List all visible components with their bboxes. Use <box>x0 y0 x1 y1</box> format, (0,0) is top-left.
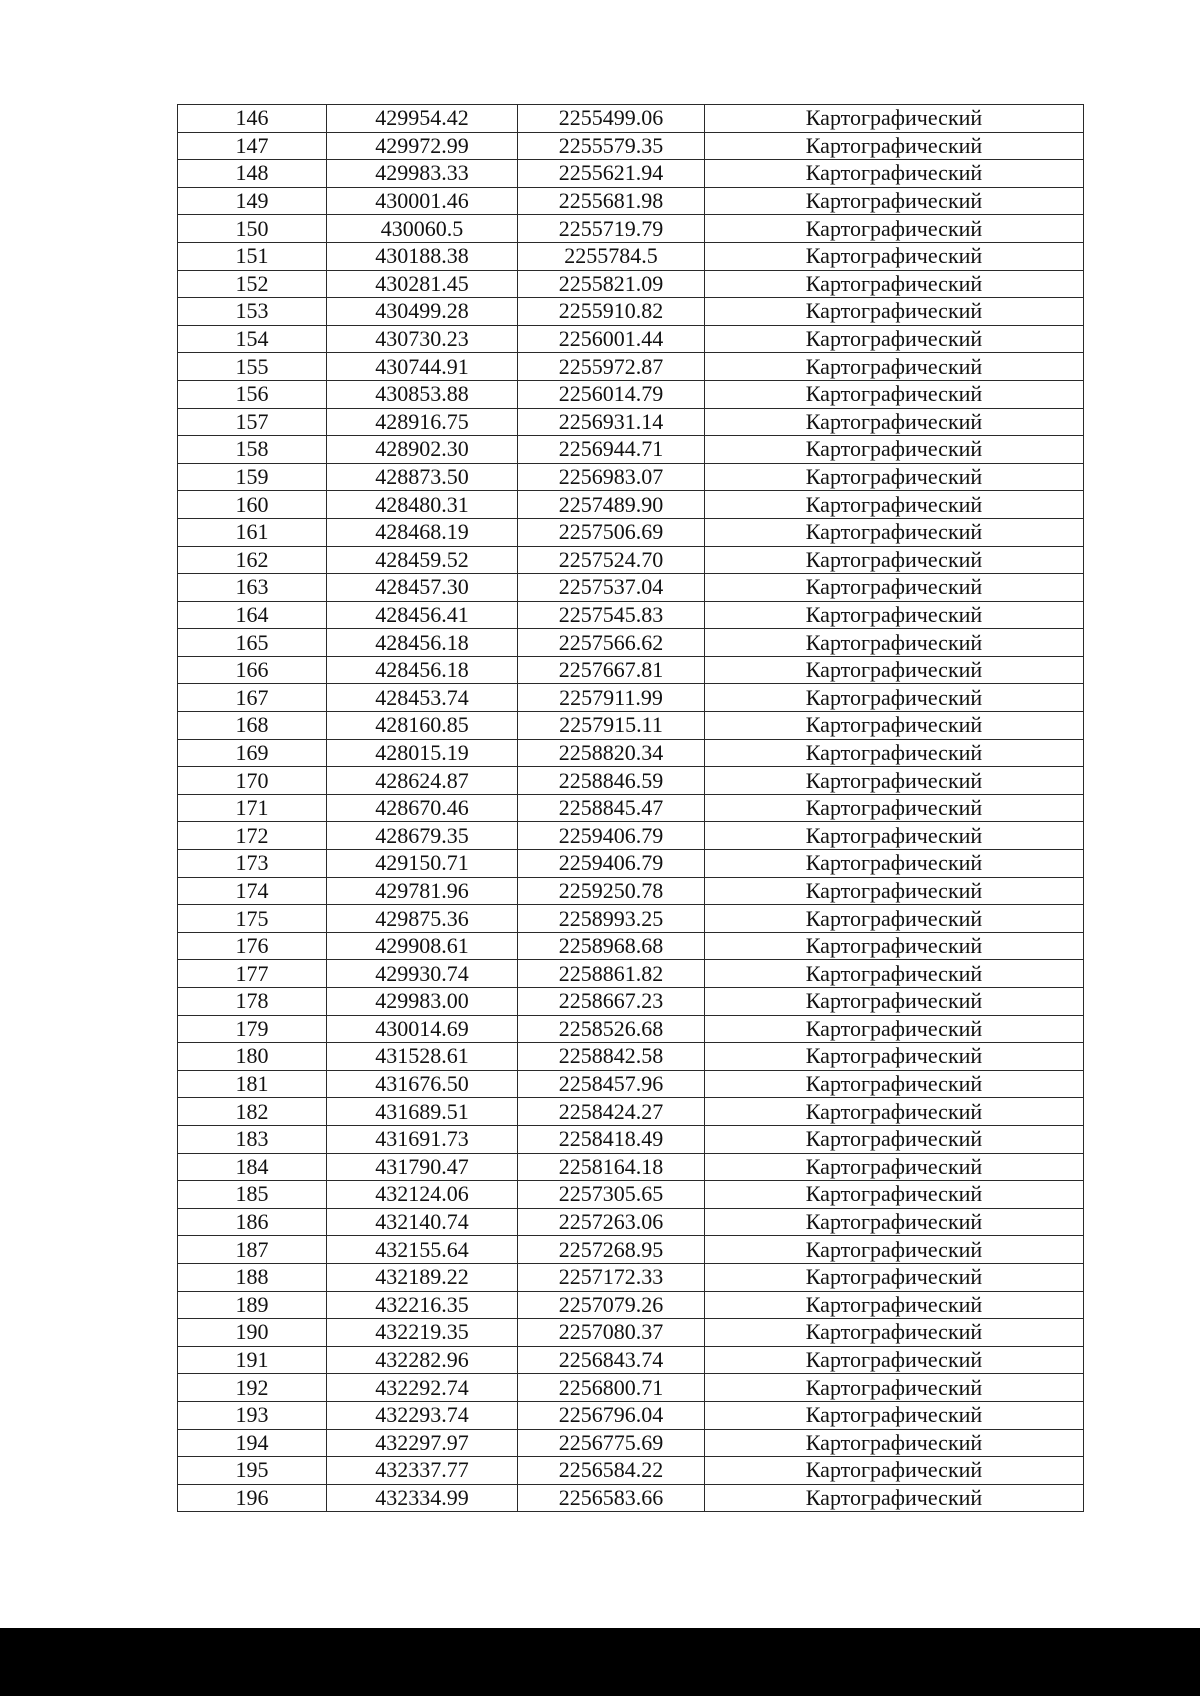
y-coordinate-cell: 2258424.27 <box>518 1098 705 1126</box>
method-cell: Картографический <box>705 877 1084 905</box>
x-coordinate-cell: 432155.64 <box>327 1236 518 1264</box>
point-number-cell: 156 <box>178 380 327 408</box>
y-coordinate-cell: 2257524.70 <box>518 546 705 574</box>
table-row <box>178 1291 1084 1319</box>
table-row <box>178 767 1084 795</box>
y-coordinate-cell: 2256843.74 <box>518 1346 705 1374</box>
method-cell: Картографический <box>705 215 1084 243</box>
x-coordinate-cell: 428873.50 <box>327 463 518 491</box>
x-coordinate-cell: 431691.73 <box>327 1125 518 1153</box>
x-coordinate-cell: 428457.30 <box>327 574 518 602</box>
table-row <box>178 353 1084 381</box>
table-row <box>178 905 1084 933</box>
method-cell: Картографический <box>705 960 1084 988</box>
point-number-cell: 157 <box>178 408 327 436</box>
method-cell: Картографический <box>705 546 1084 574</box>
table-row <box>178 187 1084 215</box>
y-coordinate-cell: 2258457.96 <box>518 1070 705 1098</box>
point-number-cell: 151 <box>178 242 327 270</box>
point-number-cell: 186 <box>178 1208 327 1236</box>
y-coordinate-cell: 2257489.90 <box>518 491 705 519</box>
method-cell: Картографический <box>705 491 1084 519</box>
table-row <box>178 408 1084 436</box>
point-number-cell: 191 <box>178 1346 327 1374</box>
table-row <box>178 1263 1084 1291</box>
point-number-cell: 193 <box>178 1401 327 1429</box>
x-coordinate-cell: 432219.35 <box>327 1319 518 1347</box>
method-cell: Картографический <box>705 850 1084 878</box>
table-row <box>178 105 1084 133</box>
point-number-cell: 187 <box>178 1236 327 1264</box>
x-coordinate-cell: 428456.41 <box>327 601 518 629</box>
x-coordinate-cell: 430730.23 <box>327 325 518 353</box>
table-row <box>178 215 1084 243</box>
y-coordinate-cell: 2256931.14 <box>518 408 705 436</box>
x-coordinate-cell: 428160.85 <box>327 712 518 740</box>
point-number-cell: 166 <box>178 656 327 684</box>
method-cell: Картографический <box>705 739 1084 767</box>
x-coordinate-cell: 431676.50 <box>327 1070 518 1098</box>
table-row <box>178 822 1084 850</box>
table-row <box>178 1098 1084 1126</box>
x-coordinate-cell: 429875.36 <box>327 905 518 933</box>
y-coordinate-cell: 2258820.34 <box>518 739 705 767</box>
coordinates-table-body <box>178 105 1084 1512</box>
point-number-cell: 152 <box>178 270 327 298</box>
method-cell: Картографический <box>705 1291 1084 1319</box>
y-coordinate-cell: 2257268.95 <box>518 1236 705 1264</box>
point-number-cell: 171 <box>178 794 327 822</box>
x-coordinate-cell: 432337.77 <box>327 1457 518 1485</box>
table-row <box>178 932 1084 960</box>
x-coordinate-cell: 429150.71 <box>327 850 518 878</box>
table-row <box>178 436 1084 464</box>
method-cell: Картографический <box>705 1181 1084 1209</box>
x-coordinate-cell: 428453.74 <box>327 684 518 712</box>
method-cell: Картографический <box>705 380 1084 408</box>
y-coordinate-cell: 2257172.33 <box>518 1263 705 1291</box>
y-coordinate-cell: 2257305.65 <box>518 1181 705 1209</box>
point-number-cell: 176 <box>178 932 327 960</box>
y-coordinate-cell: 2255719.79 <box>518 215 705 243</box>
x-coordinate-cell: 428679.35 <box>327 822 518 850</box>
point-number-cell: 177 <box>178 960 327 988</box>
y-coordinate-cell: 2259406.79 <box>518 822 705 850</box>
point-number-cell: 153 <box>178 298 327 326</box>
x-coordinate-cell: 432334.99 <box>327 1484 518 1512</box>
table-row <box>178 960 1084 988</box>
y-coordinate-cell: 2258842.58 <box>518 1043 705 1071</box>
y-coordinate-cell: 2256944.71 <box>518 436 705 464</box>
method-cell: Картографический <box>705 1484 1084 1512</box>
y-coordinate-cell: 2257079.26 <box>518 1291 705 1319</box>
table-row <box>178 877 1084 905</box>
y-coordinate-cell: 2257915.11 <box>518 712 705 740</box>
method-cell: Картографический <box>705 132 1084 160</box>
point-number-cell: 168 <box>178 712 327 740</box>
y-coordinate-cell: 2258861.82 <box>518 960 705 988</box>
point-number-cell: 183 <box>178 1125 327 1153</box>
table-row <box>178 380 1084 408</box>
y-coordinate-cell: 2255681.98 <box>518 187 705 215</box>
point-number-cell: 158 <box>178 436 327 464</box>
point-number-cell: 189 <box>178 1291 327 1319</box>
y-coordinate-cell: 2256584.22 <box>518 1457 705 1485</box>
point-number-cell: 148 <box>178 160 327 188</box>
x-coordinate-cell: 432124.06 <box>327 1181 518 1209</box>
x-coordinate-cell: 429983.00 <box>327 988 518 1016</box>
method-cell: Картографический <box>705 298 1084 326</box>
y-coordinate-cell: 2257566.62 <box>518 629 705 657</box>
x-coordinate-cell: 429954.42 <box>327 105 518 133</box>
table-row <box>178 1043 1084 1071</box>
x-coordinate-cell: 428902.30 <box>327 436 518 464</box>
method-cell: Картографический <box>705 436 1084 464</box>
x-coordinate-cell: 428456.18 <box>327 656 518 684</box>
y-coordinate-cell: 2255972.87 <box>518 353 705 381</box>
point-number-cell: 154 <box>178 325 327 353</box>
method-cell: Картографический <box>705 1429 1084 1457</box>
y-coordinate-cell: 2256796.04 <box>518 1401 705 1429</box>
method-cell: Картографический <box>705 463 1084 491</box>
x-coordinate-cell: 429781.96 <box>327 877 518 905</box>
x-coordinate-cell: 430188.38 <box>327 242 518 270</box>
method-cell: Картографический <box>705 242 1084 270</box>
coordinates-table <box>177 104 1084 1512</box>
y-coordinate-cell: 2257667.81 <box>518 656 705 684</box>
method-cell: Картографический <box>705 408 1084 436</box>
table-row <box>178 242 1084 270</box>
method-cell: Картографический <box>705 767 1084 795</box>
x-coordinate-cell: 432292.74 <box>327 1374 518 1402</box>
table-row <box>178 270 1084 298</box>
table-row <box>178 491 1084 519</box>
y-coordinate-cell: 2257537.04 <box>518 574 705 602</box>
y-coordinate-cell: 2258993.25 <box>518 905 705 933</box>
point-number-cell: 146 <box>178 105 327 133</box>
method-cell: Картографический <box>705 601 1084 629</box>
table-row <box>178 132 1084 160</box>
method-cell: Картографический <box>705 1070 1084 1098</box>
x-coordinate-cell: 432297.97 <box>327 1429 518 1457</box>
point-number-cell: 179 <box>178 1015 327 1043</box>
table-row <box>178 298 1084 326</box>
point-number-cell: 165 <box>178 629 327 657</box>
x-coordinate-cell: 432140.74 <box>327 1208 518 1236</box>
y-coordinate-cell: 2258968.68 <box>518 932 705 960</box>
table-row <box>178 850 1084 878</box>
method-cell: Картографический <box>705 270 1084 298</box>
y-coordinate-cell: 2258667.23 <box>518 988 705 1016</box>
table-row <box>178 1208 1084 1236</box>
method-cell: Картографический <box>705 1043 1084 1071</box>
x-coordinate-cell: 430499.28 <box>327 298 518 326</box>
x-coordinate-cell: 428015.19 <box>327 739 518 767</box>
point-number-cell: 172 <box>178 822 327 850</box>
point-number-cell: 160 <box>178 491 327 519</box>
point-number-cell: 182 <box>178 1098 327 1126</box>
method-cell: Картографический <box>705 684 1084 712</box>
method-cell: Картографический <box>705 629 1084 657</box>
method-cell: Картографический <box>705 905 1084 933</box>
method-cell: Картографический <box>705 574 1084 602</box>
y-coordinate-cell: 2257506.69 <box>518 518 705 546</box>
point-number-cell: 150 <box>178 215 327 243</box>
table-row <box>178 160 1084 188</box>
method-cell: Картографический <box>705 160 1084 188</box>
point-number-cell: 174 <box>178 877 327 905</box>
method-cell: Картографический <box>705 1208 1084 1236</box>
y-coordinate-cell: 2256014.79 <box>518 380 705 408</box>
point-number-cell: 194 <box>178 1429 327 1457</box>
x-coordinate-cell: 432293.74 <box>327 1401 518 1429</box>
table-row <box>178 794 1084 822</box>
point-number-cell: 192 <box>178 1374 327 1402</box>
y-coordinate-cell: 2257911.99 <box>518 684 705 712</box>
point-number-cell: 185 <box>178 1181 327 1209</box>
table-row <box>178 1484 1084 1512</box>
method-cell: Картографический <box>705 1125 1084 1153</box>
point-number-cell: 190 <box>178 1319 327 1347</box>
x-coordinate-cell: 431689.51 <box>327 1098 518 1126</box>
x-coordinate-cell: 431528.61 <box>327 1043 518 1071</box>
y-coordinate-cell: 2259250.78 <box>518 877 705 905</box>
table-row <box>178 988 1084 1016</box>
table-row <box>178 1401 1084 1429</box>
point-number-cell: 195 <box>178 1457 327 1485</box>
point-number-cell: 173 <box>178 850 327 878</box>
method-cell: Картографический <box>705 988 1084 1016</box>
x-coordinate-cell: 430853.88 <box>327 380 518 408</box>
x-coordinate-cell: 428916.75 <box>327 408 518 436</box>
y-coordinate-cell: 2258418.49 <box>518 1125 705 1153</box>
table-row <box>178 1236 1084 1264</box>
y-coordinate-cell: 2257080.37 <box>518 1319 705 1347</box>
y-coordinate-cell: 2256001.44 <box>518 325 705 353</box>
x-coordinate-cell: 428456.18 <box>327 629 518 657</box>
x-coordinate-cell: 429983.33 <box>327 160 518 188</box>
y-coordinate-cell: 2255499.06 <box>518 105 705 133</box>
y-coordinate-cell: 2256800.71 <box>518 1374 705 1402</box>
table-row <box>178 325 1084 353</box>
x-coordinate-cell: 428624.87 <box>327 767 518 795</box>
point-number-cell: 163 <box>178 574 327 602</box>
x-coordinate-cell: 430001.46 <box>327 187 518 215</box>
point-number-cell: 167 <box>178 684 327 712</box>
y-coordinate-cell: 2258845.47 <box>518 794 705 822</box>
point-number-cell: 149 <box>178 187 327 215</box>
table-row <box>178 656 1084 684</box>
point-number-cell: 164 <box>178 601 327 629</box>
point-number-cell: 159 <box>178 463 327 491</box>
method-cell: Картографический <box>705 1263 1084 1291</box>
x-coordinate-cell: 432189.22 <box>327 1263 518 1291</box>
y-coordinate-cell: 2255621.94 <box>518 160 705 188</box>
point-number-cell: 155 <box>178 353 327 381</box>
method-cell: Картографический <box>705 794 1084 822</box>
x-coordinate-cell: 428459.52 <box>327 546 518 574</box>
method-cell: Картографический <box>705 1319 1084 1347</box>
y-coordinate-cell: 2257263.06 <box>518 1208 705 1236</box>
x-coordinate-cell: 432282.96 <box>327 1346 518 1374</box>
point-number-cell: 180 <box>178 1043 327 1071</box>
table-row <box>178 1125 1084 1153</box>
point-number-cell: 147 <box>178 132 327 160</box>
table-row <box>178 574 1084 602</box>
point-number-cell: 161 <box>178 518 327 546</box>
point-number-cell: 162 <box>178 546 327 574</box>
table-row <box>178 463 1084 491</box>
method-cell: Картографический <box>705 105 1084 133</box>
y-coordinate-cell: 2258846.59 <box>518 767 705 795</box>
method-cell: Картографический <box>705 1015 1084 1043</box>
y-coordinate-cell: 2255910.82 <box>518 298 705 326</box>
x-coordinate-cell: 430014.69 <box>327 1015 518 1043</box>
point-number-cell: 184 <box>178 1153 327 1181</box>
y-coordinate-cell: 2256775.69 <box>518 1429 705 1457</box>
table-row <box>178 684 1084 712</box>
method-cell: Картографический <box>705 1098 1084 1126</box>
method-cell: Картографический <box>705 1457 1084 1485</box>
x-coordinate-cell: 432216.35 <box>327 1291 518 1319</box>
method-cell: Картографический <box>705 1401 1084 1429</box>
point-number-cell: 170 <box>178 767 327 795</box>
table-row <box>178 601 1084 629</box>
y-coordinate-cell: 2255821.09 <box>518 270 705 298</box>
method-cell: Картографический <box>705 932 1084 960</box>
method-cell: Картографический <box>705 1236 1084 1264</box>
x-coordinate-cell: 428480.31 <box>327 491 518 519</box>
y-coordinate-cell: 2257545.83 <box>518 601 705 629</box>
table-row <box>178 712 1084 740</box>
table-row <box>178 1429 1084 1457</box>
table-row <box>178 629 1084 657</box>
method-cell: Картографический <box>705 1346 1084 1374</box>
y-coordinate-cell: 2258164.18 <box>518 1153 705 1181</box>
y-coordinate-cell: 2258526.68 <box>518 1015 705 1043</box>
x-coordinate-cell: 429972.99 <box>327 132 518 160</box>
method-cell: Картографический <box>705 187 1084 215</box>
table-row <box>178 1015 1084 1043</box>
y-coordinate-cell: 2255784.5 <box>518 242 705 270</box>
method-cell: Картографический <box>705 712 1084 740</box>
method-cell: Картографический <box>705 1153 1084 1181</box>
table-row <box>178 1457 1084 1485</box>
x-coordinate-cell: 430281.45 <box>327 270 518 298</box>
method-cell: Картографический <box>705 353 1084 381</box>
method-cell: Картографический <box>705 518 1084 546</box>
table-row <box>178 1070 1084 1098</box>
method-cell: Картографический <box>705 325 1084 353</box>
table-row <box>178 1346 1084 1374</box>
x-coordinate-cell: 430060.5 <box>327 215 518 243</box>
method-cell: Картографический <box>705 822 1084 850</box>
y-coordinate-cell: 2256583.66 <box>518 1484 705 1512</box>
x-coordinate-cell: 429930.74 <box>327 960 518 988</box>
table-row <box>178 1153 1084 1181</box>
y-coordinate-cell: 2259406.79 <box>518 850 705 878</box>
point-number-cell: 178 <box>178 988 327 1016</box>
x-coordinate-cell: 428670.46 <box>327 794 518 822</box>
point-number-cell: 175 <box>178 905 327 933</box>
y-coordinate-cell: 2256983.07 <box>518 463 705 491</box>
table-row <box>178 1319 1084 1347</box>
x-coordinate-cell: 431790.47 <box>327 1153 518 1181</box>
method-cell: Картографический <box>705 656 1084 684</box>
point-number-cell: 181 <box>178 1070 327 1098</box>
table-row <box>178 518 1084 546</box>
table-row <box>178 739 1084 767</box>
method-cell: Картографический <box>705 1374 1084 1402</box>
x-coordinate-cell: 428468.19 <box>327 518 518 546</box>
x-coordinate-cell: 430744.91 <box>327 353 518 381</box>
table-row <box>178 1181 1084 1209</box>
table-row <box>178 1374 1084 1402</box>
point-number-cell: 196 <box>178 1484 327 1512</box>
table-row <box>178 546 1084 574</box>
x-coordinate-cell: 429908.61 <box>327 932 518 960</box>
scan-border <box>0 1628 1200 1696</box>
point-number-cell: 169 <box>178 739 327 767</box>
point-number-cell: 188 <box>178 1263 327 1291</box>
y-coordinate-cell: 2255579.35 <box>518 132 705 160</box>
